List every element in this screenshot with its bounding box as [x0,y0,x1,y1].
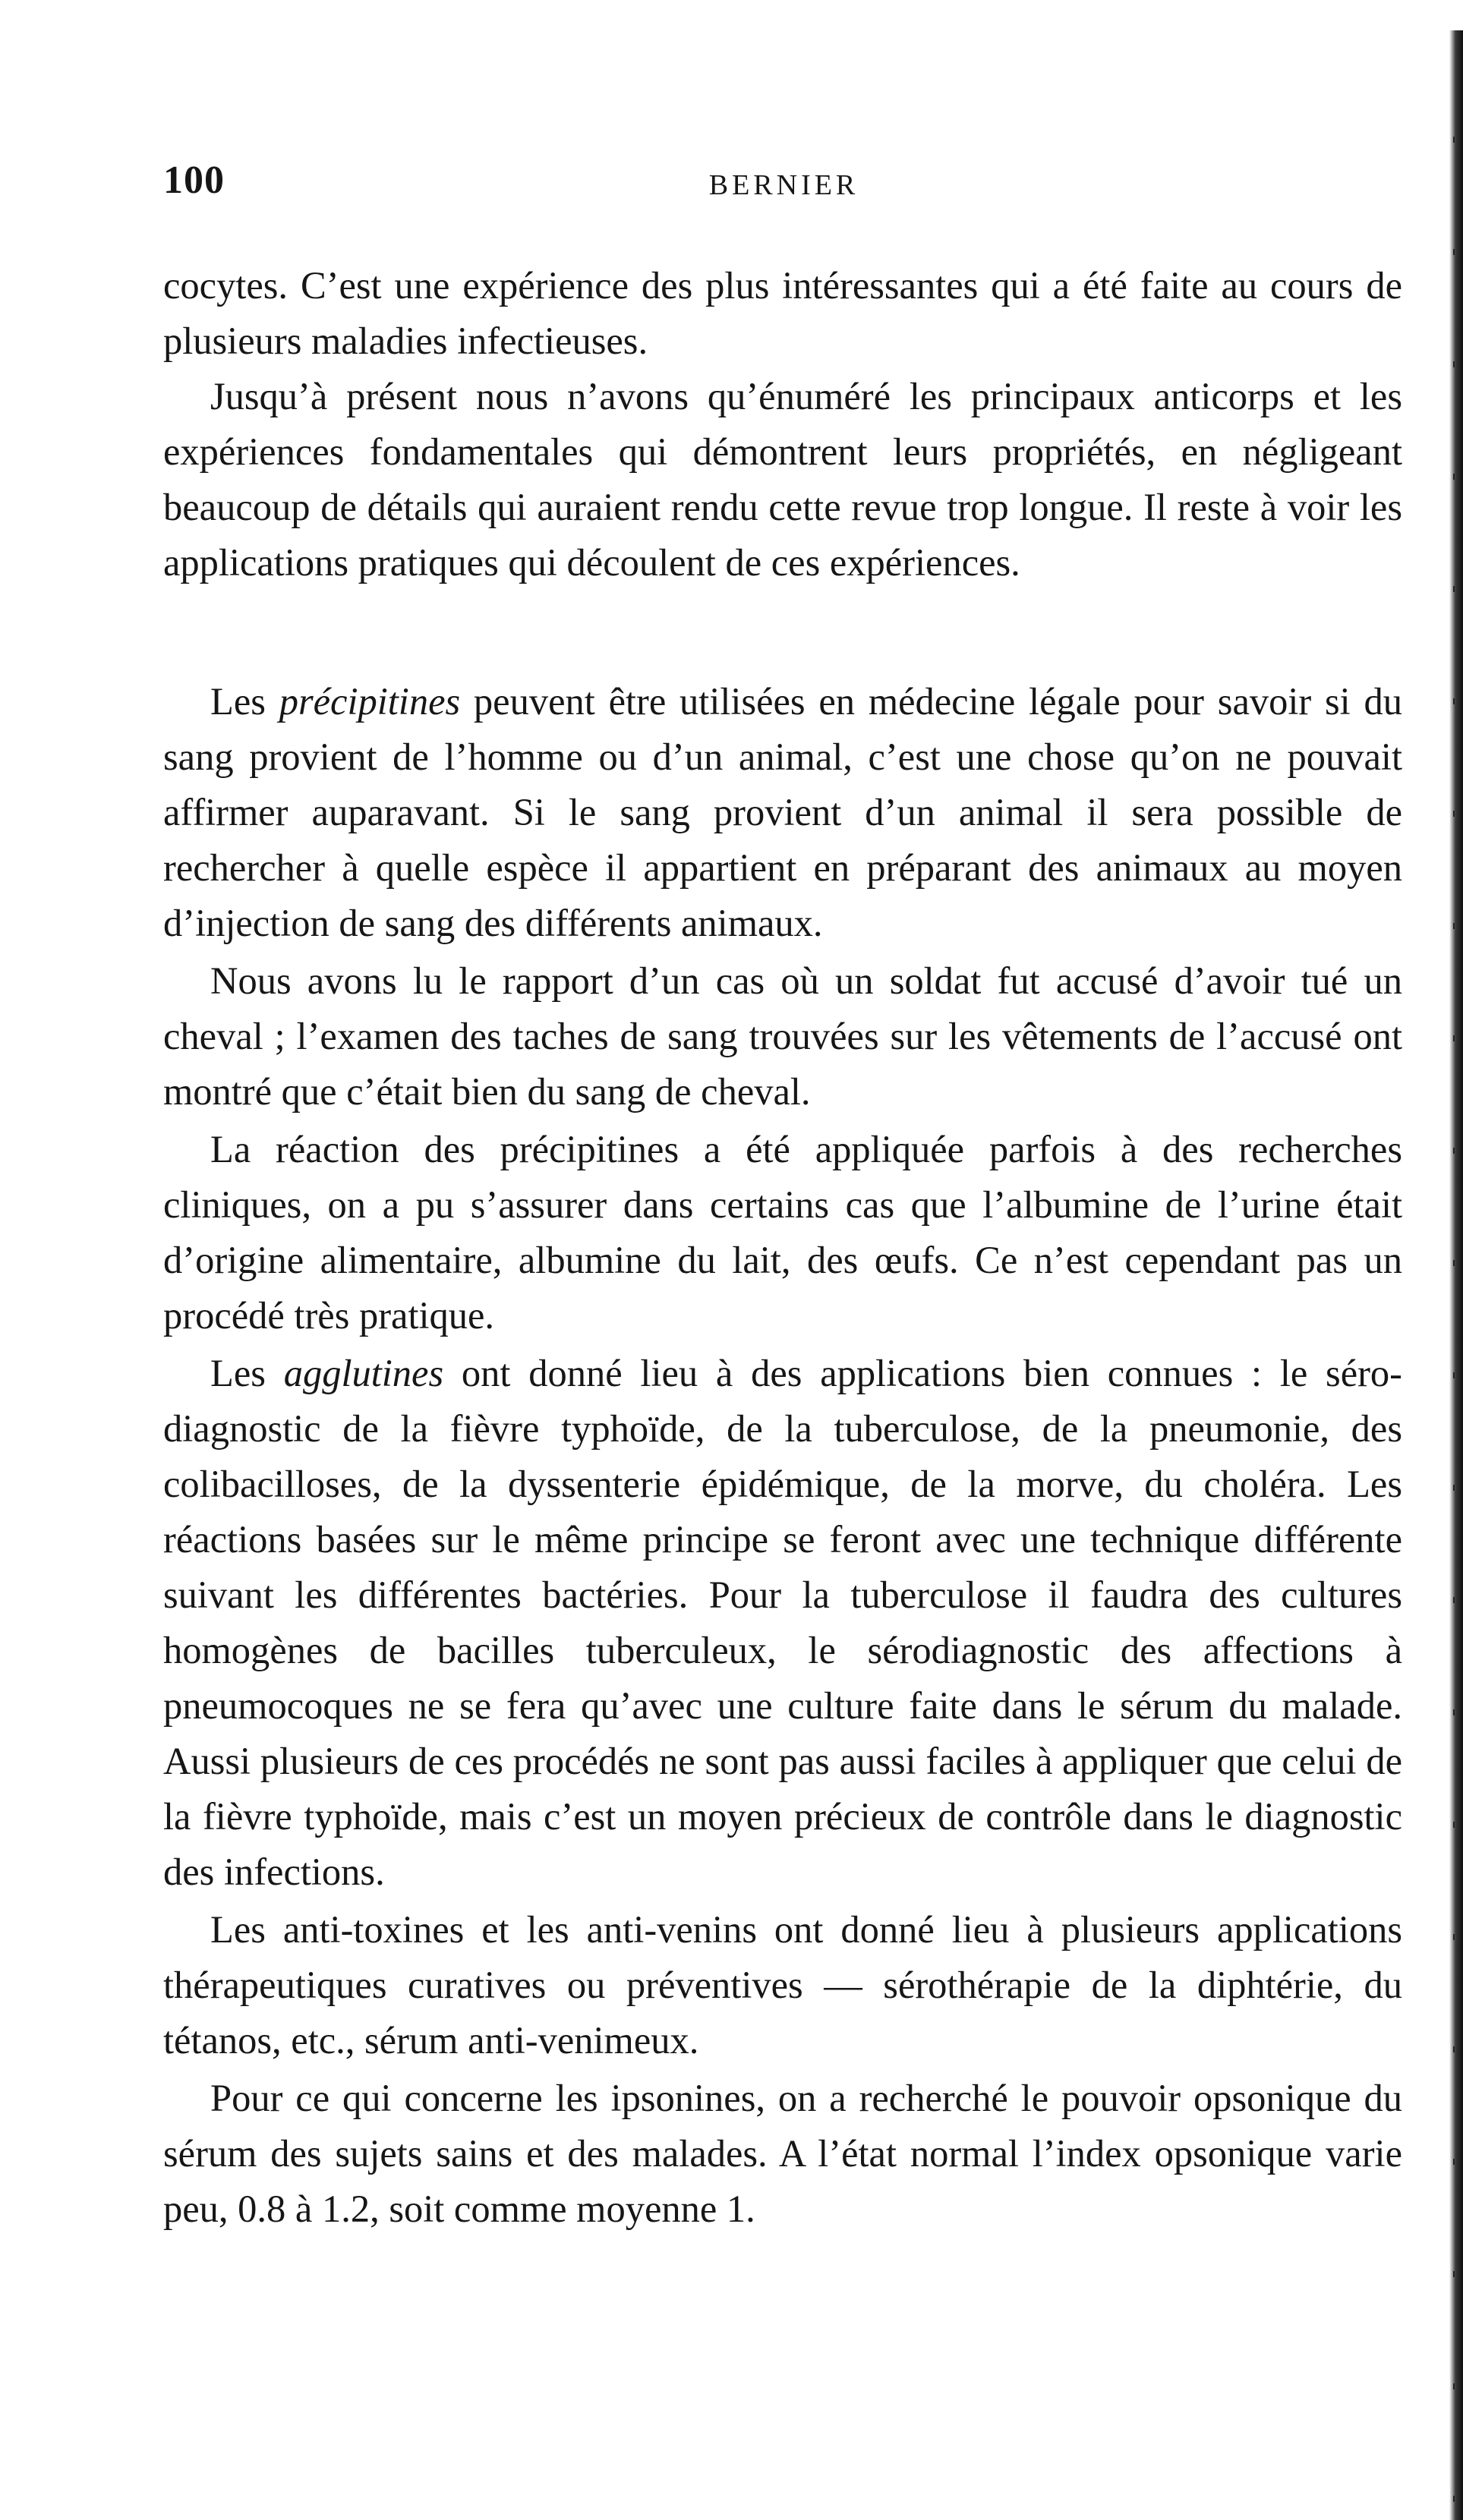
running-head: BERNIER [708,169,859,201]
body-text [163,258,1402,2237]
paragraph-opsonines: Pour ce qui concerne les ipsonines, on a recherché le pouvoir opsonique du sérum des sujets sains et des malades. A l’état normal l’index opsonique varie peu, 0.8 à 1.2, soit comme moyenne 1. [163,2077,1402,2230]
page-number: 100 [163,159,225,202]
paragraph-soldier-case: Nous avons lu le rapport d’un cas où un soldat fut accusé d’avoir tué un cheval ; l’examen des taches de sang trouvées sur les vêtements de l’accusé ont montré que c’était bien du sang de cheval. [163,959,1402,1113]
page-header [163,158,1405,211]
paragraph-precipitines-lead: Les [210,680,279,723]
paragraph-agglutines-lead: Les [210,1352,284,1394]
paragraph-precipitines [163,674,1402,951]
paragraph-anticorps-summary: Jusqu’à présent nous n’avons qu’énuméré les principaux anticorps et les expériences fondamentales qui démontrent leurs propriétés, en négligeant beaucoup de détails qui auraient rendu cette revue trop longue. Il reste à voir les applications pratiques qui découlent de ces expériences. [163,375,1402,584]
paragraph-continuation: cocytes. C’est une expérience des plus intéressantes qui a été faite au cours de plusieurs maladies infectieuses. [163,264,1402,362]
paragraph-agglutines-body: ont donné lieu à des applications bien connues : le séro-diagnostic de la fièvre typhoïde, de la tuberculose, de la pneumonie, des colibacilloses, de la dyssenterie épidémique, de la morve, du choléra. Les réactions basées sur le même principe se feront avec une technique différente suivant les différentes bactéries. Pour la tuberculose il faudra des cultures homogènes de bacilles tuberculeux, le sérodiagnostic des affections à pneumocoques ne se fera qu’avec une culture faite dans le sérum du malade. Aussi plusieurs de ces procédés ne sont pas aussi faciles à appliquer que celui de la fièvre typhoïde, mais c’est un moyen précieux de contrôle dans le diagnostic des infections. [163,1352,1402,1893]
paragraph-agglutines [163,1346,1402,1900]
page-edge-shadow [1449,30,1463,2520]
term-precipitines: précipitines [279,680,461,723]
paragraph-precipitines-body: peuvent être utilisées en médecine légale pour savoir si du sang provient de l’homme ou d’un animal, c’est une chose qu’on ne pouvait affirmer auparavant. Si le sang provient d’un animal il sera possible de rechercher à quelle espèce il appartient en préparant des animaux au moyen d’injection de sang des différents animaux. [163,680,1402,944]
paragraph-antitoxines: Les anti-toxines et les anti-venins ont donné lieu à plusieurs applications thérapeutiques curatives ou préventives — sérothérapie de la diphtérie, du tétanos, etc., sérum anti-venimeux. [163,1908,1402,2062]
term-agglutines: agglutines [283,1352,444,1394]
paragraph-clinical-research: La réaction des précipitines a été appliquée parfois à des recherches cliniques, on a pu s’assurer dans certains cas que l’albumine de l’urine était d’origine alimentaire, albumine du lait, des œufs. Ce n’est cependant pas un procédé très pratique. [163,1128,1402,1337]
